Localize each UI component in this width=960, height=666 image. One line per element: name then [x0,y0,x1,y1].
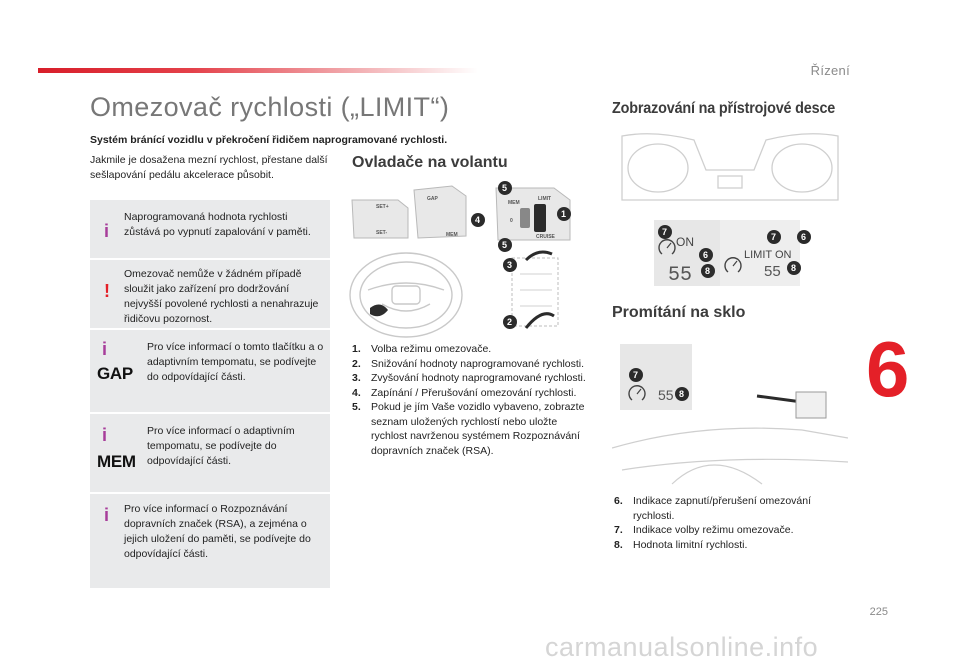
callout-8-label: 8 [791,263,797,273]
list-item: 3. Zvyšování hodnoty naprogramované rychlosti. [352,372,586,384]
callout-6-label: 6 [801,232,807,242]
list-item: 1. Volba režimu omezovače. [352,343,492,355]
callout-1-label: 1 [561,209,567,219]
callout-5-top-label: 5 [502,183,508,193]
cruise-label: CRUISE [536,234,555,240]
list-item: 5. Pokud je jím Vaše vozidlo vybaveno, zobrazte seznam uložených rychlostí nebo uložte rychlost navrženou systémem Rozpoznávání dopravních značek (RSA). [352,401,585,457]
callout-6-label: 6 [703,250,709,260]
callout-4-label: 4 [475,215,481,225]
info-box-gap [90,330,330,412]
warning-box [90,260,330,328]
info-box-text: Pro více informací o tomto tlačítku a o adaptivním tempomatu, se podívejte do odpovídající části. [147,341,324,383]
display-legend-list [614,494,846,552]
chapter-number: 6 [866,325,910,413]
watermark: carmanualsonline.info [545,632,819,662]
info-box-text: Naprogramovaná hodnota rychlosti zůstává po vypnutí zapalování v paměti. [124,211,311,238]
callout-7-label: 7 [633,370,639,380]
warning-icon: ! [104,281,110,301]
intro-bold: Systém bránící vozidlu v překročení řidičem naprogramované rychlosti. [90,134,448,146]
dash-right-status: LIMIT ON [744,249,792,261]
mem-stalk-label-lower: MEM [446,232,458,238]
mem-stalk-label: MEM [508,200,520,206]
info-box-memory [90,200,330,258]
dash-left-status: ON [676,235,694,249]
info-box-mem [90,414,330,492]
zero-label: 0 [510,218,513,224]
header-accent-bar [38,68,478,73]
instrument-cluster-outline [622,134,838,200]
list-item: 4. Zapínání / Přerušování omezování rychlosti. [352,386,577,399]
dashboard-display-heading: Zobrazování na přístrojové desce [612,100,836,117]
callout-8-label: 8 [705,266,711,276]
set-minus-label: SET- [376,230,388,236]
projection-pointer [757,396,802,402]
info-box-text: Pro více informací o Rozpoznávání dopravních značek (RSA), a zejména o jejich uložení do paměti, se podívejte do odpovídající části. [124,503,311,560]
page-number: 225 [869,606,888,618]
info-box-text: Pro více informací o adaptivním tempomatu, se podívejte do odpovídající části. [147,425,295,467]
gap-badge: GAP [97,364,133,383]
steering-controls-heading: Ovladače na volantu [352,154,508,171]
steering-stalk-illustration [348,178,600,338]
list-item: 8. Hodnota limitní rychlosti. [614,538,748,551]
list-item: 7. Indikace volby režimu omezovače. [614,524,794,536]
head-up-display-heading: Promítání na sklo [612,304,746,321]
info-icon: i [104,505,110,525]
dash-right-speed: 55 [764,263,781,280]
dash-left-speed: 55 [668,264,693,287]
steering-controls-list [352,342,588,458]
list-item: 6. Indikace zapnutí/přerušení omezování rychlosti. [614,495,812,522]
steering-wheel-drawing [350,253,462,337]
list-item: 2. Snižování hodnoty naprogramované rychlosti. [352,357,585,370]
callout-3-label: 3 [507,260,513,270]
intro-text: Jakmile je dosažena mezní rychlost, přestane další sešlapování pedálu akcelerace působit. [90,154,328,181]
mem-badge: MEM [97,452,136,471]
dashboard-outline [612,428,848,484]
info-box-rsa [90,494,330,588]
info-icon: i [104,221,110,241]
hud-projector [796,392,826,418]
info-icon: i [102,425,108,445]
callout-5-bottom-label: 5 [502,240,508,250]
callout-7-label: 7 [771,232,777,242]
hud-speed: 55 [658,387,674,403]
callout-2-label: 2 [507,317,513,327]
instrument-panel-illustration [614,130,846,290]
set-plus-label: SET+ [376,204,389,210]
warning-box-text: Omezovač nemůže v žádném případě sloužit jako zařízení pro dodržování nejvyšší povolené rychlosti a nenahrazuje řidičovu pozornost. [124,268,319,325]
limit-label: LIMIT [538,196,552,202]
callout-7-label: 7 [662,227,668,237]
head-up-display-illustration [612,338,848,486]
chapter-name: Řízení [810,63,850,78]
page-title: Omezovač rychlosti („LIMIT“) [90,92,450,122]
gap-stalk-label: GAP [427,196,438,202]
callout-8-label: 8 [679,389,685,399]
info-icon: i [102,339,108,359]
